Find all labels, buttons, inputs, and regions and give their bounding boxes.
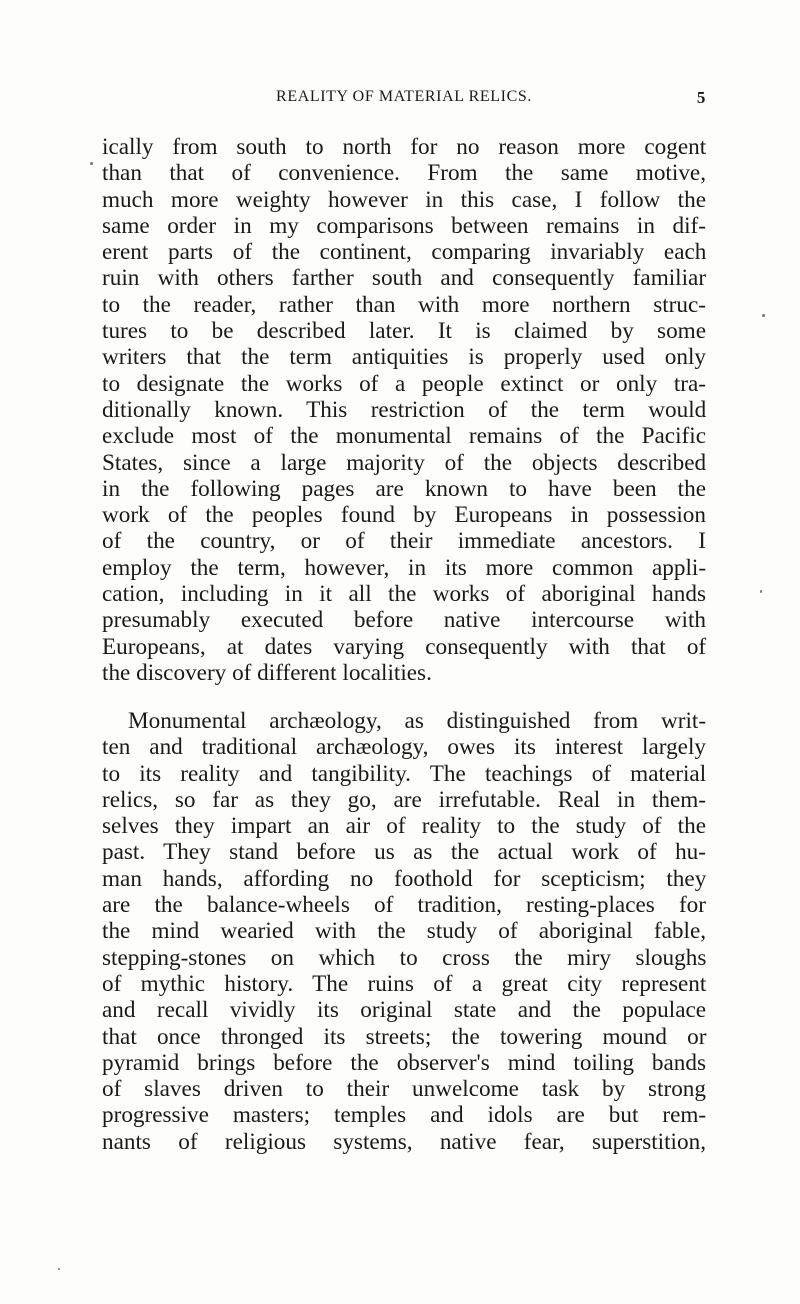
running-head [102, 88, 706, 114]
text-line: much more weighty however in this case, I follow the [102, 186, 706, 213]
text-line: of the country, or of their immediate ancestors. I [102, 528, 706, 555]
text-line: cation, including in it all the works of aboriginal hands [102, 581, 706, 608]
text-line: ically from south to north for no reason more cogent [102, 134, 707, 160]
text-line: ruin with others farther south and consequently familiar [102, 265, 707, 292]
text-line: exclude most of the monumental remains of the Pacific [102, 423, 706, 450]
text-line: ten and traditional archæology, owes its interest largely [102, 734, 706, 761]
text-line: are the balance-wheels of tradition, resting-places for [102, 892, 706, 919]
text-line: progressive masters; temples and idols are but rem- [102, 1102, 707, 1129]
text-line: stepping-stones on which to cross the miry sloughs [102, 944, 707, 971]
text-line: man hands, affording no foothold for scepticism; they [102, 865, 707, 892]
text-line: Europeans, at dates varying consequently with that of [102, 633, 707, 660]
text-line: the mind wearied with the study of aboriginal fable, [102, 918, 707, 945]
text-line: tures to be described later. It is claimed by some [102, 318, 706, 345]
paper-speck [762, 314, 765, 317]
paper-speck [58, 1268, 60, 1270]
text-line: to its reality and tangibility. The teachings of material [102, 760, 707, 787]
running-title: REALITY OF MATERIAL RELICS. [276, 88, 532, 105]
text-line: that once thronged its streets; the towering mound or [102, 1023, 707, 1050]
text-line: selves they impart an air of reality to the study of the [102, 813, 706, 840]
text-line: work of the peoples found by Europeans in possession [102, 502, 706, 529]
text-line: the discovery of different localities. [102, 659, 432, 686]
text-line: of mythic history. The ruins of a great city represent [102, 970, 707, 997]
text-line: than that of convenience. From the same motive, [102, 160, 706, 187]
text-line: nants of religious systems, native fear, superstition, [102, 1128, 706, 1155]
text-line: past. They stand before us as the actual work of hu- [102, 839, 706, 866]
text-line: States, since a large majority of the objects described [102, 449, 707, 476]
page-number: 5 [696, 88, 706, 107]
paragraph-1 [102, 134, 706, 686]
text-line: writers that the term antiquities is properly used only [102, 344, 706, 371]
text-line: relics, so far as they go, are irrefutable. Real in them- [102, 786, 706, 813]
text-line: erent parts of the continent, comparing invariably each [102, 239, 707, 266]
text-line: to designate the works of a people extinct or only tra- [102, 370, 706, 397]
text-line: pyramid brings before the observer's mind toiling bands [102, 1049, 706, 1076]
text-line: employ the term, however, in its more common appli- [102, 554, 707, 581]
text-line: of slaves driven to their unwelcome task by strong [102, 1076, 706, 1103]
text-line: in the following pages are known to have been the [102, 475, 706, 502]
text-line: same order in my comparisons between remains in dif- [102, 212, 706, 239]
text-line: presumably executed before native intercourse with [102, 607, 706, 634]
text-line: to the reader, rather than with more northern struc- [102, 291, 706, 318]
paper-speck [90, 162, 93, 165]
paper-speck [760, 590, 762, 593]
text-line: ditionally known. This restriction of the term would [102, 396, 707, 423]
text-line: Monumental archæology, as distinguished from writ- [128, 708, 707, 734]
text-line: and recall vividly its original state and the populace [102, 997, 707, 1024]
paragraph-2 [102, 708, 706, 1155]
